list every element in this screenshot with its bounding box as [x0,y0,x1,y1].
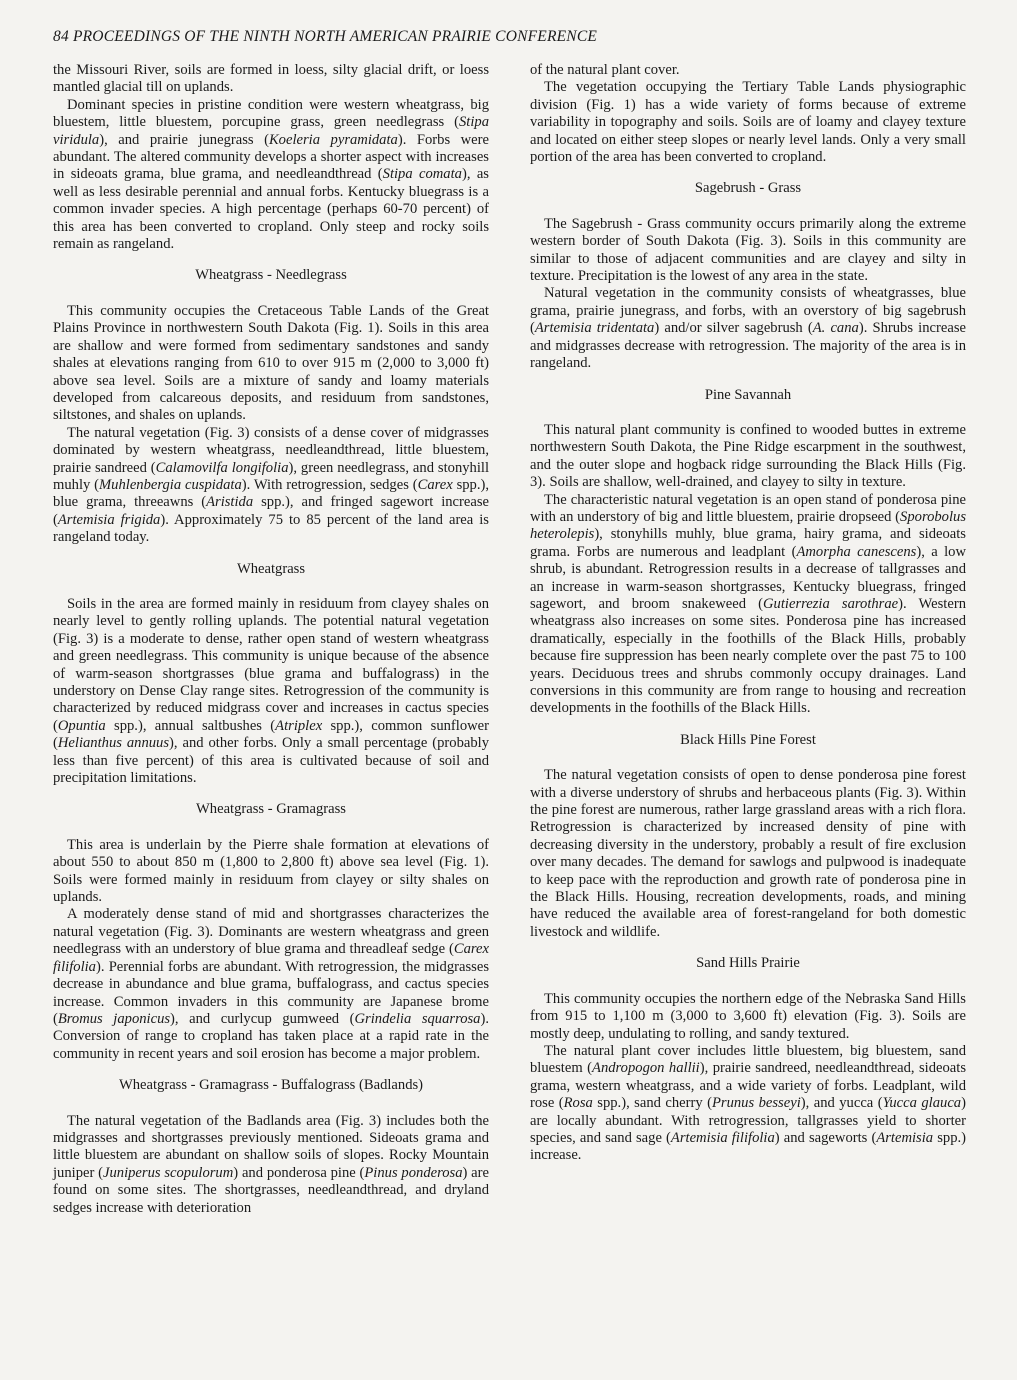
species-name: Calamovilfa longifolia [155,459,289,476]
left-column [53,62,489,1217]
species-name: Sporobolus heterolepis [530,508,966,543]
paragraph: The natural vegetation of the Badlands area (Fig. 3) includes both the midgrasses and shortgrasses previously mentioned. Sideoats grama and little bluestem are abundant on shallow soils of slopes. Rocky Mountain juniper (Juniperus scopulorum) and ponderosa pine (Pinus ponderosa) are found on some sites. The shortgrasses, needleandthread, and dryland sedges increase with deterioration [53,1112,489,1216]
paragraph: Natural vegetation in the community consists of wheatgrasses, blue grama, prairie junegrass, and forbs, with an overstory of big sagebrush (Artemisia tridentata) and/or silver sagebrush (A. cana). Shrubs increase and midgrasses decrease with retrogression. The majority of the area is in rangeland. [530,285,966,372]
species-name: A. cana [812,320,859,337]
species-name: Gutierrezia sarothrae [763,595,899,612]
section-heading-wheatgrass-needlegrass: Wheatgrass - Needlegrass [195,267,347,284]
paragraph: the Missouri River, soils are formed in loess, silty glacial drift, or loess mantled glacial till on uplands. [53,62,489,96]
species-name: Amorpha canescens [796,543,917,560]
paragraph: The characteristic natural vegetation is an open stand of ponderosa pine with an understory of big and little bluestem, prairie dropseed (Sporobolus heterolepis), stonyhills muhly, blue grama, hairy grama, and sideoats grama. Forbs are numerous and leadplant (Amorpha canescens), a low shrub, is abundant. Retrogression results in a decrease of tallgrasses and an increase in warm-season shortgrasses, Kentucky bluegrass, fringed sagewort, and broom snakeweed (Gutierrezia sarothrae). Western wheatgrass also increases on some sites. Ponderosa pine has increased dramatically, especially in the foothills of the Black Hills, probably because fire suppression has been nearly complete over the past 75 to 100 years. Deciduous trees and shrubs commonly occupy drainages. Land conversions in this community are from range to housing and recreation developments in the foothills of the Black Hills. [530,491,966,717]
species-name: Muhlenbergia cuspidata [99,476,242,493]
species-name: Grindelia squarrosa [354,1010,481,1027]
species-name: Artemisia tridentata [534,320,655,337]
section-heading-black-hills-pine-forest: Black Hills Pine Forest [680,731,816,748]
paragraph: This community occupies the Cretaceous Table Lands of the Great Plains Province in northwestern South Dakota (Fig. 1). Soils in this area are shallow and were formed from sedimentary sandstones and sandy shales at elevations ranging from 610 to over 915 m (2,000 to 3,000 ft) above sea level. Soils are a mixture of sandy and loamy materials developed from calcareous deposits, and residuum from sandstones, siltstones, and shales on uplands. [53,302,489,424]
species-name: Opuntia [57,717,106,734]
paragraph: The natural vegetation (Fig. 3) consists of a dense cover of midgrasses dominated by western wheatgrass, needleandthread, little bluestem, prairie sandreed (Calamovilfa longifolia), green needlegrass, and stonyhill muhly (Muhlenbergia cuspidata). With retrogression, sedges (Carex spp.), blue grama, threeawns (Aristida spp.), and fringed sagewort increase (Artemisia frigida). Approximately 75 to 85 percent of the land area is rangeland today. [53,424,490,546]
species-name: Koeleria pyramidata [268,131,398,148]
right-column [530,62,966,1165]
paragraph: The natural plant cover includes little bluestem, big bluestem, sand bluestem (Andropogon hallii), prairie sandreed, needleandthread, sideoats grama, western wheatgrass, and a wide variety of forbs. Leadplant, wild rose (Rosa spp.), sand cherry (Prunus besseyi), and yucca (Yucca glauca) are locally abundant. With retrogression, tallgrasses yield to shorter species, and sand sage (Artemisia filifolia) and sageworts (Artemisia spp.) increase. [530,1042,967,1164]
paragraph: This community occupies the northern edge of the Nebraska Sand Hills from 915 to 1,100 m (3,000 to 3,600 ft) elevation (Fig. 3). Soils are mostly deep, undulating to rolling, and sandy textured. [530,990,966,1042]
species-name: Stipa viridula [53,114,489,148]
paragraph: Soils in the area are formed mainly in residuum from clayey shales on nearly level to gently rolling uplands. The potential natural vegetation (Fig. 3) is a moderate to dense, rather open stand of western wheatgrass and green needlegrass. This community is unique because of the absence of warm-season shortgrasses (blue grama and buffalograss) in the understory on Dense Clay range sites. Retrogression of the community is characterized by reduced midgrass cover and increases in cactus species (Opuntia spp.), annual saltbushes (Atriplex spp.), common sunflower (Helianthus annuus), and other forbs. Only a small percentage (probably less than five percent) of this area is cultivated because of soil and precipitation limitations. [53,595,489,787]
paragraph: The natural vegetation consists of open to dense ponderosa pine forest with a diverse understory of shrubs and herbaceous plants (Fig. 3). Within the pine forest are numerous, rather large grassland areas with a rich flora. Retrogression is characterized by increased density of pine with decreasing diversity in the understory, probably a result of fire exclusion over many decades. The demand for sawlogs and pulpwood is inadequate to keep pace with the reproduction and growth rate of ponderosa pine in the Black Hills. Housing, recreation developments, roads, and mining have reduced the available area of forest-rangeland for both domestic livestock and wildlife. [530,767,966,940]
section-heading-sand-hills-prairie: Sand Hills Prairie [696,955,800,972]
species-name: Atriplex [275,717,323,734]
paragraph: The Sagebrush - Grass community occurs primarily along the extreme western border of South Dakota (Fig. 3). Soils in this community are similar to those of adjacent communities and are clayey and silty in texture. Precipitation is the lowest of any area in the state. [530,215,966,285]
section-heading-badlands: Wheatgrass - Gramagrass - Buffalograss (Badlands) [118,1077,424,1094]
section-heading-sagebrush-grass: Sagebrush - Grass [694,180,802,197]
species-name: Juniperus scopulorum [103,1164,234,1181]
species-name: Carex [417,476,453,493]
species-name: Rosa [563,1095,593,1112]
species-name: Yucca glauca [882,1095,962,1112]
species-name: Artemisia filifolia [670,1129,775,1146]
species-name: Prunus besseyi [711,1095,801,1112]
paragraph: of the natural plant cover. [530,62,680,78]
species-name: Carex filifolia [53,941,489,975]
section-heading-wheatgrass: Wheatgrass [236,560,306,577]
species-name: Bromus japonicus [57,1010,171,1027]
species-name: Artemisia frigida [57,511,161,528]
paragraph: The vegetation occupying the Tertiary Table Lands physiographic division (Fig. 1) has a wide variety of forms because of extreme variability in topography and soils. Soils are of loamy and clayey texture and located on either steep slopes or nearly level lands. Only a very small portion of the area has been converted to cropland. [530,79,966,166]
species-name: Aristida [206,494,254,511]
paragraph: A moderately dense stand of mid and shortgrasses characterizes the natural vegetation (Fig. 3). Dominants are western wheatgrass and green needlegrass with an understory of blue grama and threadleaf sedge (Carex filifolia). Perennial forbs are abundant. With retrogression, the midgrasses decrease in abundance and blue grama, buffalograss, and cactus species increase. Common invaders in this community are Japanese brome (Bromus japonicus), and curlycup gumweed (Grindelia squarrosa). Conversion of range to cropland has taken place at a rapid rate in the community in recent years and soil erosion has become a major problem. [53,906,489,1062]
section-heading-pine-savannah: Pine Savannah [704,386,792,403]
species-name: Pinus ponderosa [364,1164,463,1181]
section-heading-wheatgrass-gramagrass: Wheatgrass - Gramagrass [196,801,346,818]
paragraph: Dominant species in pristine condition were western wheatgrass, big bluestem, little bluestem, porcupine grass, green needlegrass (Stipa viridula), and prairie junegrass (Koeleria pyramidata). Forbs were abundant. The altered community develops a shorter aspect with increases in sideoats grama, blue grama, and needleandthread (Stipa comata), as well as less desirable perennial and annual forbs. Kentucky bluegrass is a common invader species. A high percentage (perhaps 60-70 percent) of this area has been converted to cropland. Only steep and rocky soils remain as rangeland. [53,96,489,253]
running-head: 84 PROCEEDINGS OF THE NINTH NORTH AMERICAN PRAIRIE CONFERENCE [53,28,598,45]
species-name: Andropogon hallii [592,1060,700,1077]
species-name: Stipa comata [382,166,462,183]
species-name: Helianthus annuus [57,735,170,752]
species-name: Artemisia [876,1129,934,1146]
paragraph: This area is underlain by the Pierre shale formation at elevations of about 550 to about 850 m (1,800 to 2,800 ft) above sea level (Fig. 1). Soils were formed mainly in residuum from clayey or silty shales on uplands. [53,836,489,906]
paragraph: This natural plant community is confined to wooded buttes in extreme northwestern South Dakota, the Pine Ridge escarpment in the southwest, and the outer slope and hogback ridge surrounding the Black Hills (Fig. 3). Soils are shallow, well-drained, and clayey to silty in texture. [530,421,966,491]
